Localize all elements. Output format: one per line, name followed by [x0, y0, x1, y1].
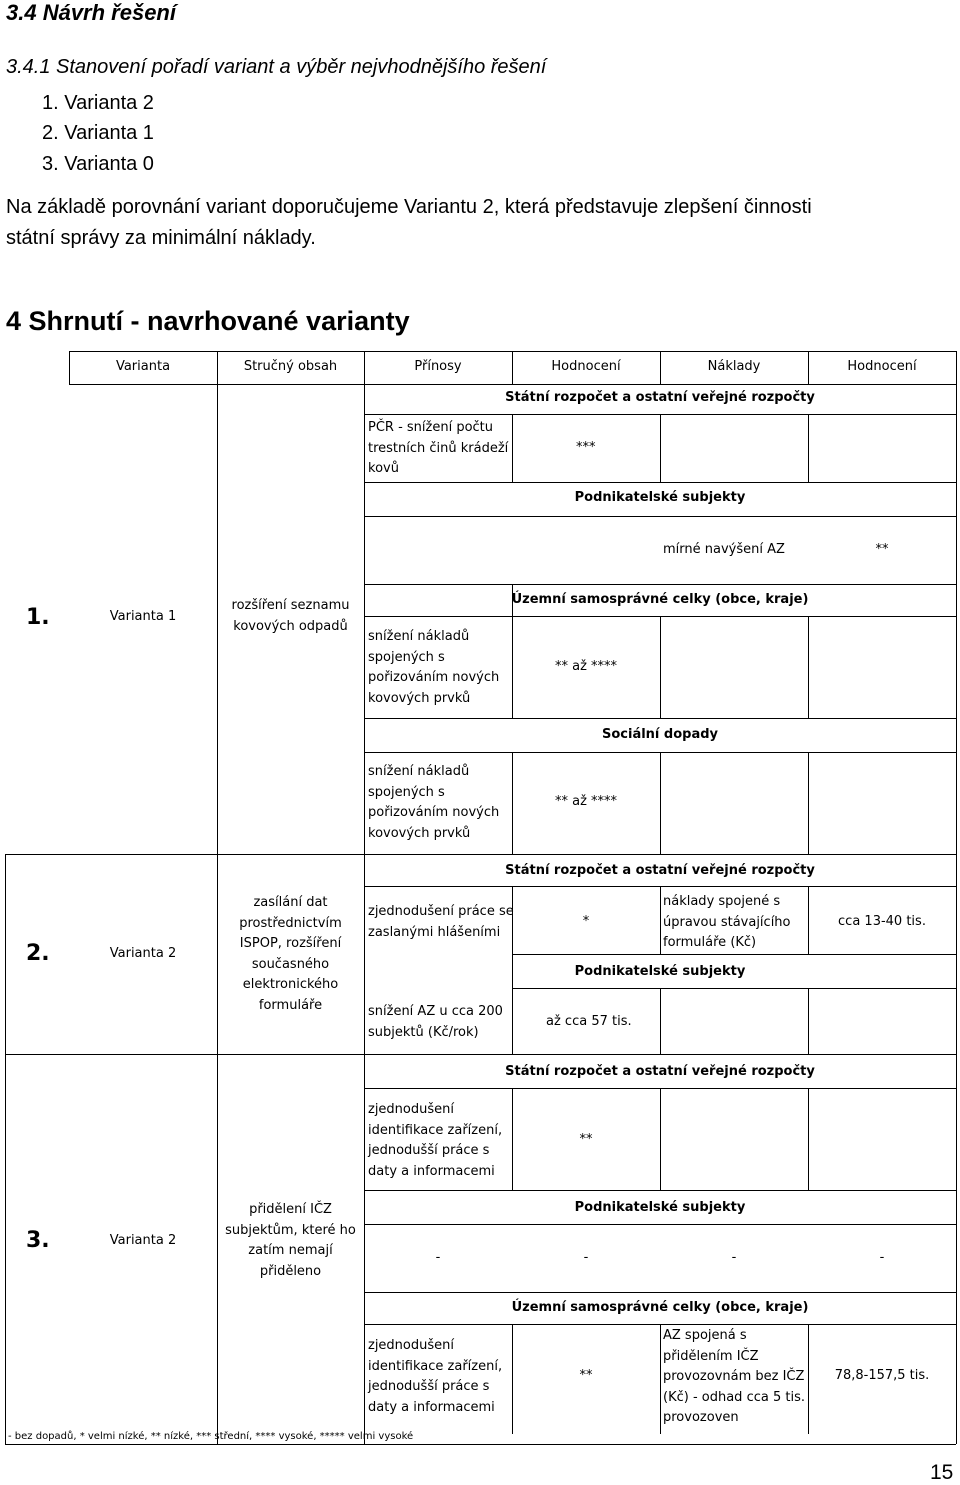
variant-name: Varianta 2	[109, 1233, 177, 1248]
col-header-variant: Varianta	[115, 359, 171, 374]
rating-cell: *	[582, 914, 590, 929]
cost-rating-cell: **	[875, 542, 889, 557]
rating-cell: ***	[576, 440, 596, 455]
social-label: Sociální dopady	[601, 727, 719, 742]
state-budget-label: Státní rozpočet a ostatní veřejné rozpočty	[505, 390, 815, 405]
cost-cell: mírné navýšení AZ	[663, 542, 785, 557]
cost-cell: náklady spojené s úpravou stávajícího formuláře (Kč)	[663, 894, 791, 950]
rating-cell: až cca 57 tis.	[546, 1014, 632, 1029]
ranking-item: 1. Varianta 2	[42, 92, 154, 114]
municipal-label: Územní samosprávné celky (obce, kraje)	[511, 1300, 809, 1315]
variant-content: rozšíření seznamu kovových odpadů	[231, 598, 350, 634]
benefit-cell: zjednodušení identifikace zařízení, jednodušší práce s daty a informacemi	[368, 1338, 503, 1415]
business-label: Podnikatelské subjekty	[574, 964, 746, 979]
variant-content: přidělení IČZ subjektům, které ho zatím nemají přiděleno	[225, 1202, 356, 1279]
row-number: 3.	[26, 1228, 50, 1253]
dash-cell: -	[435, 1250, 441, 1265]
ranking-item: 3. Varianta 0	[42, 153, 154, 175]
col-header-costs: Náklady	[707, 359, 761, 374]
subsection-heading: 3.4.1 Stanovení pořadí variant a výběr nejvhodnějšího řešení	[6, 56, 547, 78]
col-header-rating: Hodnocení	[551, 359, 621, 374]
benefit-cell: snížení nákladů spojených s pořizováním nových kovových prvků	[368, 764, 500, 841]
benefit-cell: zjednodušení práce se zaslanými hlášeními	[368, 904, 514, 940]
row-number: 2.	[26, 941, 50, 966]
row-number: 1.	[26, 605, 50, 630]
col-header-rating-2: Hodnocení	[847, 359, 917, 374]
benefit-cell: zjednodušení identifikace zařízení, jednodušší práce s daty a informacemi	[368, 1102, 503, 1179]
chapter-title: 4 Shrnutí - navrhované varianty	[6, 306, 410, 336]
variant-name: Varianta 2	[109, 946, 177, 961]
dash-cell: -	[879, 1250, 885, 1265]
table-footnote: - bez dopadů, * velmi nízké, ** nízké, *** střední, **** vysoké, ***** velmi vysoké	[8, 1431, 414, 1442]
variant-name: Varianta 1	[109, 609, 177, 624]
dash-cell: -	[731, 1250, 737, 1265]
cost-cell: AZ spojená s přidělením IČZ provozovnám bez IČZ (Kč) - odhad cca 5 tis. provozoven	[663, 1328, 805, 1425]
rating-cell: ** až ****	[554, 794, 618, 809]
paragraph: státní správy za minimální náklady.	[6, 227, 316, 249]
dash-cell: -	[583, 1250, 589, 1265]
cost-value-cell: cca 13-40 tis.	[838, 914, 926, 929]
cost-value-cell: 78,8-157,5 tis.	[834, 1368, 930, 1383]
state-budget-label: Státní rozpočet a ostatní veřejné rozpočty	[505, 1064, 815, 1079]
benefit-cell: snížení AZ u cca 200 subjektů (Kč/rok)	[368, 1004, 503, 1040]
paragraph: Na základě porovnání variant doporučujeme Variantu 2, která představuje zlepšení činnosti	[6, 196, 812, 218]
business-label: Podnikatelské subjekty	[574, 490, 746, 505]
municipal-label: Územní samosprávné celky (obce, kraje)	[511, 592, 809, 607]
col-header-content: Stručný obsah	[243, 359, 338, 374]
page-number: 15	[930, 1461, 954, 1484]
benefit-cell: PČR - snížení počtu trestních činů krádeží kovů	[368, 420, 509, 476]
business-label: Podnikatelské subjekty	[574, 1200, 746, 1215]
state-budget-label: Státní rozpočet a ostatní veřejné rozpočty	[505, 863, 815, 878]
benefit-cell: snížení nákladů spojených s pořizováním nových kovových prvků	[368, 629, 500, 706]
col-header-benefits: Přínosy	[414, 359, 462, 374]
ranking-item: 2. Varianta 1	[42, 122, 154, 144]
variant-content: zasílání dat prostřednictvím ISPOP, rozšíření současného elektronického formuláře	[239, 895, 342, 1013]
rating-cell: ** až ****	[554, 659, 618, 674]
rating-cell: **	[579, 1368, 593, 1383]
rating-cell: **	[579, 1132, 593, 1147]
section-heading: 3.4 Návrh řešení	[6, 0, 176, 25]
